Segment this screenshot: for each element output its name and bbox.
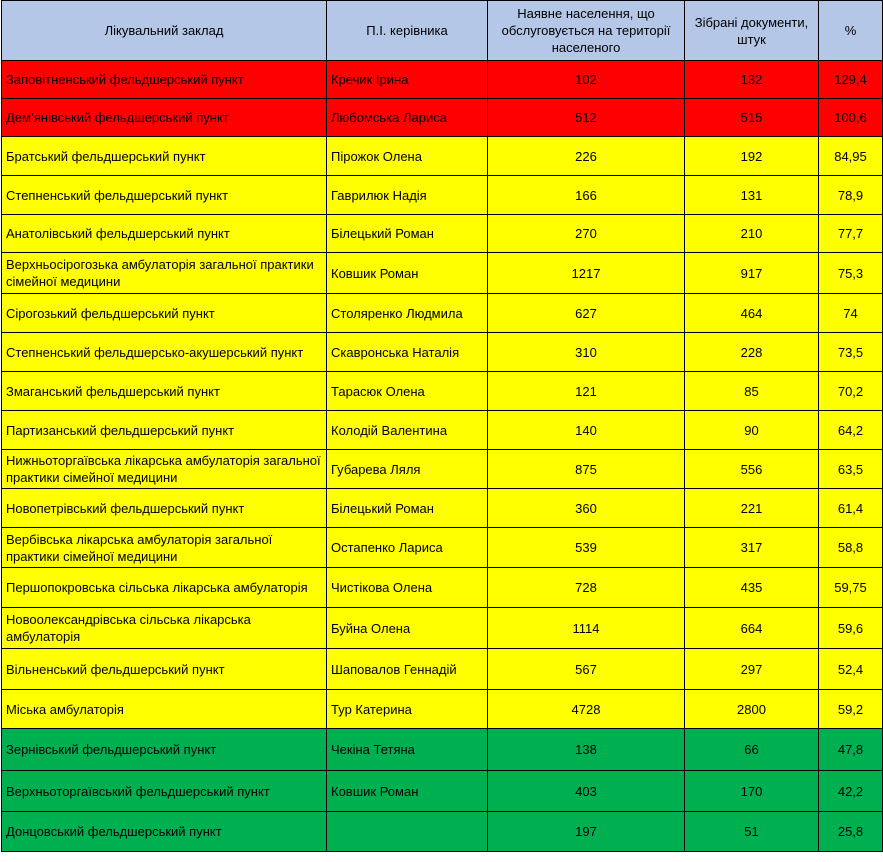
facility-cell: Сірогозький фельдшерський пункт <box>2 294 327 333</box>
population-cell: 627 <box>488 294 685 333</box>
head-cell: Ковшик Роман <box>327 771 488 812</box>
percent-cell: 42,2 <box>819 771 883 812</box>
documents-cell: 90 <box>685 411 819 450</box>
facility-cell: Верхньосірогозька амбулаторія загальної практики сімейної медицини <box>2 253 327 294</box>
population-cell: 121 <box>488 372 685 411</box>
population-cell: 166 <box>488 176 685 215</box>
documents-cell: 51 <box>685 812 819 852</box>
population-cell: 197 <box>488 812 685 852</box>
population-cell: 138 <box>488 729 685 771</box>
population-cell: 102 <box>488 61 685 99</box>
table-row <box>2 137 883 176</box>
percent-cell: 129,4 <box>819 61 883 99</box>
table-row <box>2 411 883 450</box>
facility-cell: Вербівська лікарська амбулаторія загальної практики сімейної медицини <box>2 528 327 568</box>
head-cell: Пірожок Олена <box>327 137 488 176</box>
facility-cell: Дем’янівський фельдшерський пункт <box>2 99 327 137</box>
documents-cell: 664 <box>685 608 819 649</box>
head-cell: Шаповалов Геннадій <box>327 649 488 690</box>
documents-cell: 297 <box>685 649 819 690</box>
population-cell: 140 <box>488 411 685 450</box>
head-cell: Скавронська Наталія <box>327 333 488 372</box>
facility-cell: Партизанський фельдшерський пункт <box>2 411 327 450</box>
percent-cell: 59,6 <box>819 608 883 649</box>
percent-cell: 84,95 <box>819 137 883 176</box>
facility-cell: Нижньоторгаївська лікарська амбулаторія загальної практики сімейної медицини <box>2 450 327 489</box>
table-row <box>2 771 883 812</box>
documents-cell: 132 <box>685 61 819 99</box>
table-row <box>2 729 883 771</box>
head-cell: Кречик Ірина <box>327 61 488 99</box>
facility-cell: Міська амбулаторія <box>2 690 327 729</box>
header-documents: Зібрані документи, штук <box>685 1 819 61</box>
table-row <box>2 294 883 333</box>
percent-cell: 59,75 <box>819 568 883 608</box>
header-facility: Лікувальний заклад <box>2 1 327 61</box>
facility-cell: Новопетрівський фельдшерський пункт <box>2 489 327 528</box>
percent-cell: 61,4 <box>819 489 883 528</box>
population-cell: 360 <box>488 489 685 528</box>
population-cell: 539 <box>488 528 685 568</box>
head-cell: Чистікова Олена <box>327 568 488 608</box>
facility-cell: Новоолександрівська сільська лікарська амбулаторія <box>2 608 327 649</box>
facility-documents-table <box>1 0 883 852</box>
table-row <box>2 568 883 608</box>
percent-cell: 77,7 <box>819 215 883 253</box>
documents-cell: 131 <box>685 176 819 215</box>
documents-cell: 85 <box>685 372 819 411</box>
documents-cell: 917 <box>685 253 819 294</box>
population-cell: 403 <box>488 771 685 812</box>
population-cell: 567 <box>488 649 685 690</box>
population-cell: 728 <box>488 568 685 608</box>
percent-cell: 73,5 <box>819 333 883 372</box>
percent-cell: 100,6 <box>819 99 883 137</box>
facility-cell: Анатолівський фельдшерський пункт <box>2 215 327 253</box>
table-row <box>2 61 883 99</box>
population-cell: 1114 <box>488 608 685 649</box>
percent-cell: 74 <box>819 294 883 333</box>
facility-cell: Першопокровська сільська лікарська амбулаторія <box>2 568 327 608</box>
head-cell: Буйна Олена <box>327 608 488 649</box>
percent-cell: 64,2 <box>819 411 883 450</box>
header-percent: % <box>819 1 883 61</box>
facility-cell: Зернівський фельдшерський пункт <box>2 729 327 771</box>
table-row <box>2 450 883 489</box>
documents-cell: 228 <box>685 333 819 372</box>
documents-cell: 210 <box>685 215 819 253</box>
population-cell: 226 <box>488 137 685 176</box>
population-cell: 875 <box>488 450 685 489</box>
documents-cell: 317 <box>685 528 819 568</box>
table-row <box>2 812 883 852</box>
documents-cell: 515 <box>685 99 819 137</box>
documents-cell: 464 <box>685 294 819 333</box>
header-row <box>2 1 883 61</box>
table-row <box>2 253 883 294</box>
head-cell: Гаврилюк Надія <box>327 176 488 215</box>
table-row <box>2 215 883 253</box>
documents-cell: 221 <box>685 489 819 528</box>
documents-cell: 2800 <box>685 690 819 729</box>
head-cell: Любомська Лариса <box>327 99 488 137</box>
facility-cell: Верхньоторгаївський фельдшерський пункт <box>2 771 327 812</box>
facility-cell: Заповітненський фельдшерський пункт <box>2 61 327 99</box>
head-cell: Білецький Роман <box>327 215 488 253</box>
percent-cell: 52,4 <box>819 649 883 690</box>
head-cell: Остапенко Лариса <box>327 528 488 568</box>
table-row <box>2 690 883 729</box>
population-cell: 310 <box>488 333 685 372</box>
documents-cell: 556 <box>685 450 819 489</box>
head-cell: Столяренко Людмила <box>327 294 488 333</box>
table-body <box>2 61 883 852</box>
head-cell: Тарасюк Олена <box>327 372 488 411</box>
table-row <box>2 372 883 411</box>
table-row <box>2 608 883 649</box>
facility-cell: Степненський фельдшерсько-акушерський пункт <box>2 333 327 372</box>
percent-cell: 25,8 <box>819 812 883 852</box>
facility-cell: Вільненський фельдшерський пункт <box>2 649 327 690</box>
percent-cell: 63,5 <box>819 450 883 489</box>
percent-cell: 58,8 <box>819 528 883 568</box>
percent-cell: 70,2 <box>819 372 883 411</box>
head-cell <box>327 812 488 852</box>
documents-cell: 192 <box>685 137 819 176</box>
percent-cell: 59,2 <box>819 690 883 729</box>
facility-cell: Степненський фельдшерський пункт <box>2 176 327 215</box>
facility-cell: Змаганський фельдшерський пункт <box>2 372 327 411</box>
population-cell: 270 <box>488 215 685 253</box>
facility-cell: Братський фельдшерський пункт <box>2 137 327 176</box>
table-row <box>2 528 883 568</box>
header-population: Наявне населення, що обслуговується на території населеного <box>488 1 685 61</box>
table-row <box>2 489 883 528</box>
table-row <box>2 649 883 690</box>
head-cell: Ковшик Роман <box>327 253 488 294</box>
population-cell: 1217 <box>488 253 685 294</box>
head-cell: Білецький Роман <box>327 489 488 528</box>
population-cell: 4728 <box>488 690 685 729</box>
head-cell: Губарева Ляля <box>327 450 488 489</box>
percent-cell: 47,8 <box>819 729 883 771</box>
documents-cell: 170 <box>685 771 819 812</box>
head-cell: Тур Катерина <box>327 690 488 729</box>
header-head: П.І. керівника <box>327 1 488 61</box>
percent-cell: 75,3 <box>819 253 883 294</box>
percent-cell: 78,9 <box>819 176 883 215</box>
documents-cell: 66 <box>685 729 819 771</box>
table-row <box>2 333 883 372</box>
table-row <box>2 99 883 137</box>
table-row <box>2 176 883 215</box>
population-cell: 512 <box>488 99 685 137</box>
head-cell: Чекіна Тетяна <box>327 729 488 771</box>
head-cell: Колодій Валентина <box>327 411 488 450</box>
documents-cell: 435 <box>685 568 819 608</box>
facility-cell: Донцовський фельдшерський пункт <box>2 812 327 852</box>
